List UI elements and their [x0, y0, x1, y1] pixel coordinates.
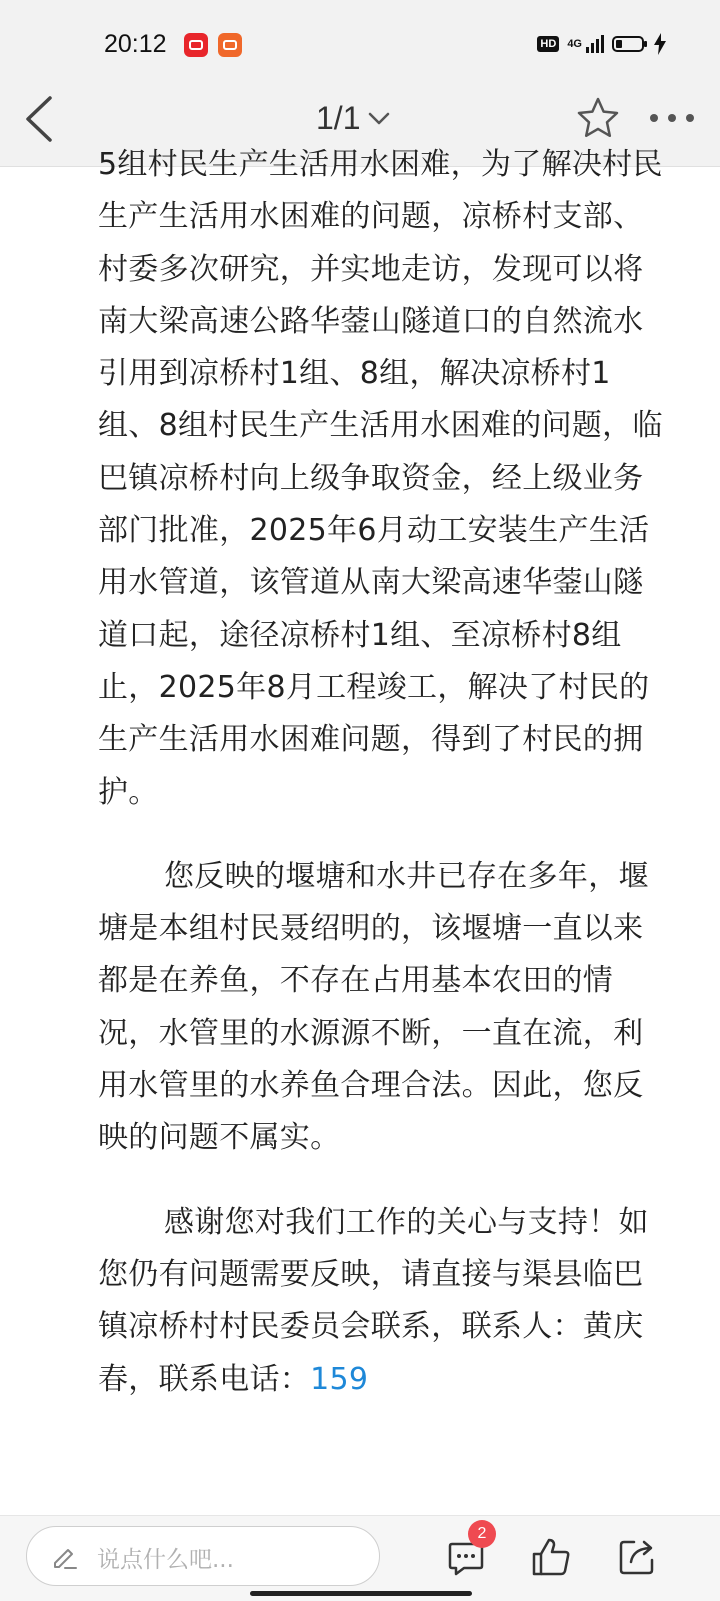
- comment-input[interactable]: [26, 1526, 380, 1586]
- hd-badge: HD: [537, 36, 559, 52]
- more-icon[interactable]: [648, 106, 696, 130]
- document-content: [0, 147, 720, 1515]
- paragraph: 您反映的堰塘和水井已存在多年，堰塘是本组村民聂绍明的，该堰塘一直以来都是在养鱼，不存在占用基本农田的情况，水管里的水源源不断，一直在流，利用水管里的水养鱼合理合法。因此，您反映的问题不属实。: [98, 858, 649, 1156]
- paragraph: [98, 1197, 670, 1406]
- phone-number-link[interactable]: 159: [310, 1361, 369, 1397]
- network-label: 4G: [567, 38, 582, 50]
- comment-placeholder: 说点什么吧...: [97, 1547, 234, 1573]
- paragraph-text: 感谢您对我们工作的关心与支持！如您仍有问题需要反映，请直接与渠县临巴镇凉桥村村民委员会联系，联系人：黄庆春，联系电话：: [98, 1204, 649, 1397]
- status-time: 20:12: [104, 30, 167, 58]
- status-indicators: [537, 32, 666, 56]
- battery-icon: [612, 36, 644, 52]
- page-indicator-label: 1/1: [316, 100, 361, 136]
- shopping-app-icon: [218, 33, 242, 57]
- pen-icon: [51, 1543, 79, 1571]
- charging-icon: [654, 33, 666, 55]
- chevron-down-icon: [368, 112, 390, 126]
- status-bar: [0, 0, 720, 72]
- paragraph: 5组村民生产生活用水困难，为了解决村民生产生活用水困难的问题，凉桥村支部、村委多次研究，并实地走访，发现可以将南大梁高速公路华蓥山隧道口的自然流水引用到凉桥村1组、8组，解决凉桥村1组、8组村民生产生活用水困难的问题，临巴镇凉桥村向上级争取资金，经上级业务部门批准，2025年6月动工安装生产生活用水管道，该管道从南大梁高速华蓥山隧道口起，途径凉桥村1组、至凉桥村8组止，2025年8月工程竣工，解决了村民的生产生活用水困难问题，得到了村民的拥护。: [98, 147, 663, 810]
- bottom-action-bar: [0, 1515, 720, 1601]
- document-body: [98, 139, 670, 1438]
- comment-count-badge: 2: [468, 1520, 496, 1548]
- star-icon[interactable]: [576, 96, 620, 140]
- share-icon[interactable]: [616, 1536, 658, 1578]
- home-indicator[interactable]: [250, 1591, 472, 1596]
- back-arrow-icon[interactable]: [20, 94, 64, 144]
- news-app-icon: [184, 33, 208, 57]
- like-icon[interactable]: [530, 1536, 572, 1578]
- signal-icon: [586, 35, 604, 53]
- page-selector[interactable]: [316, 100, 390, 137]
